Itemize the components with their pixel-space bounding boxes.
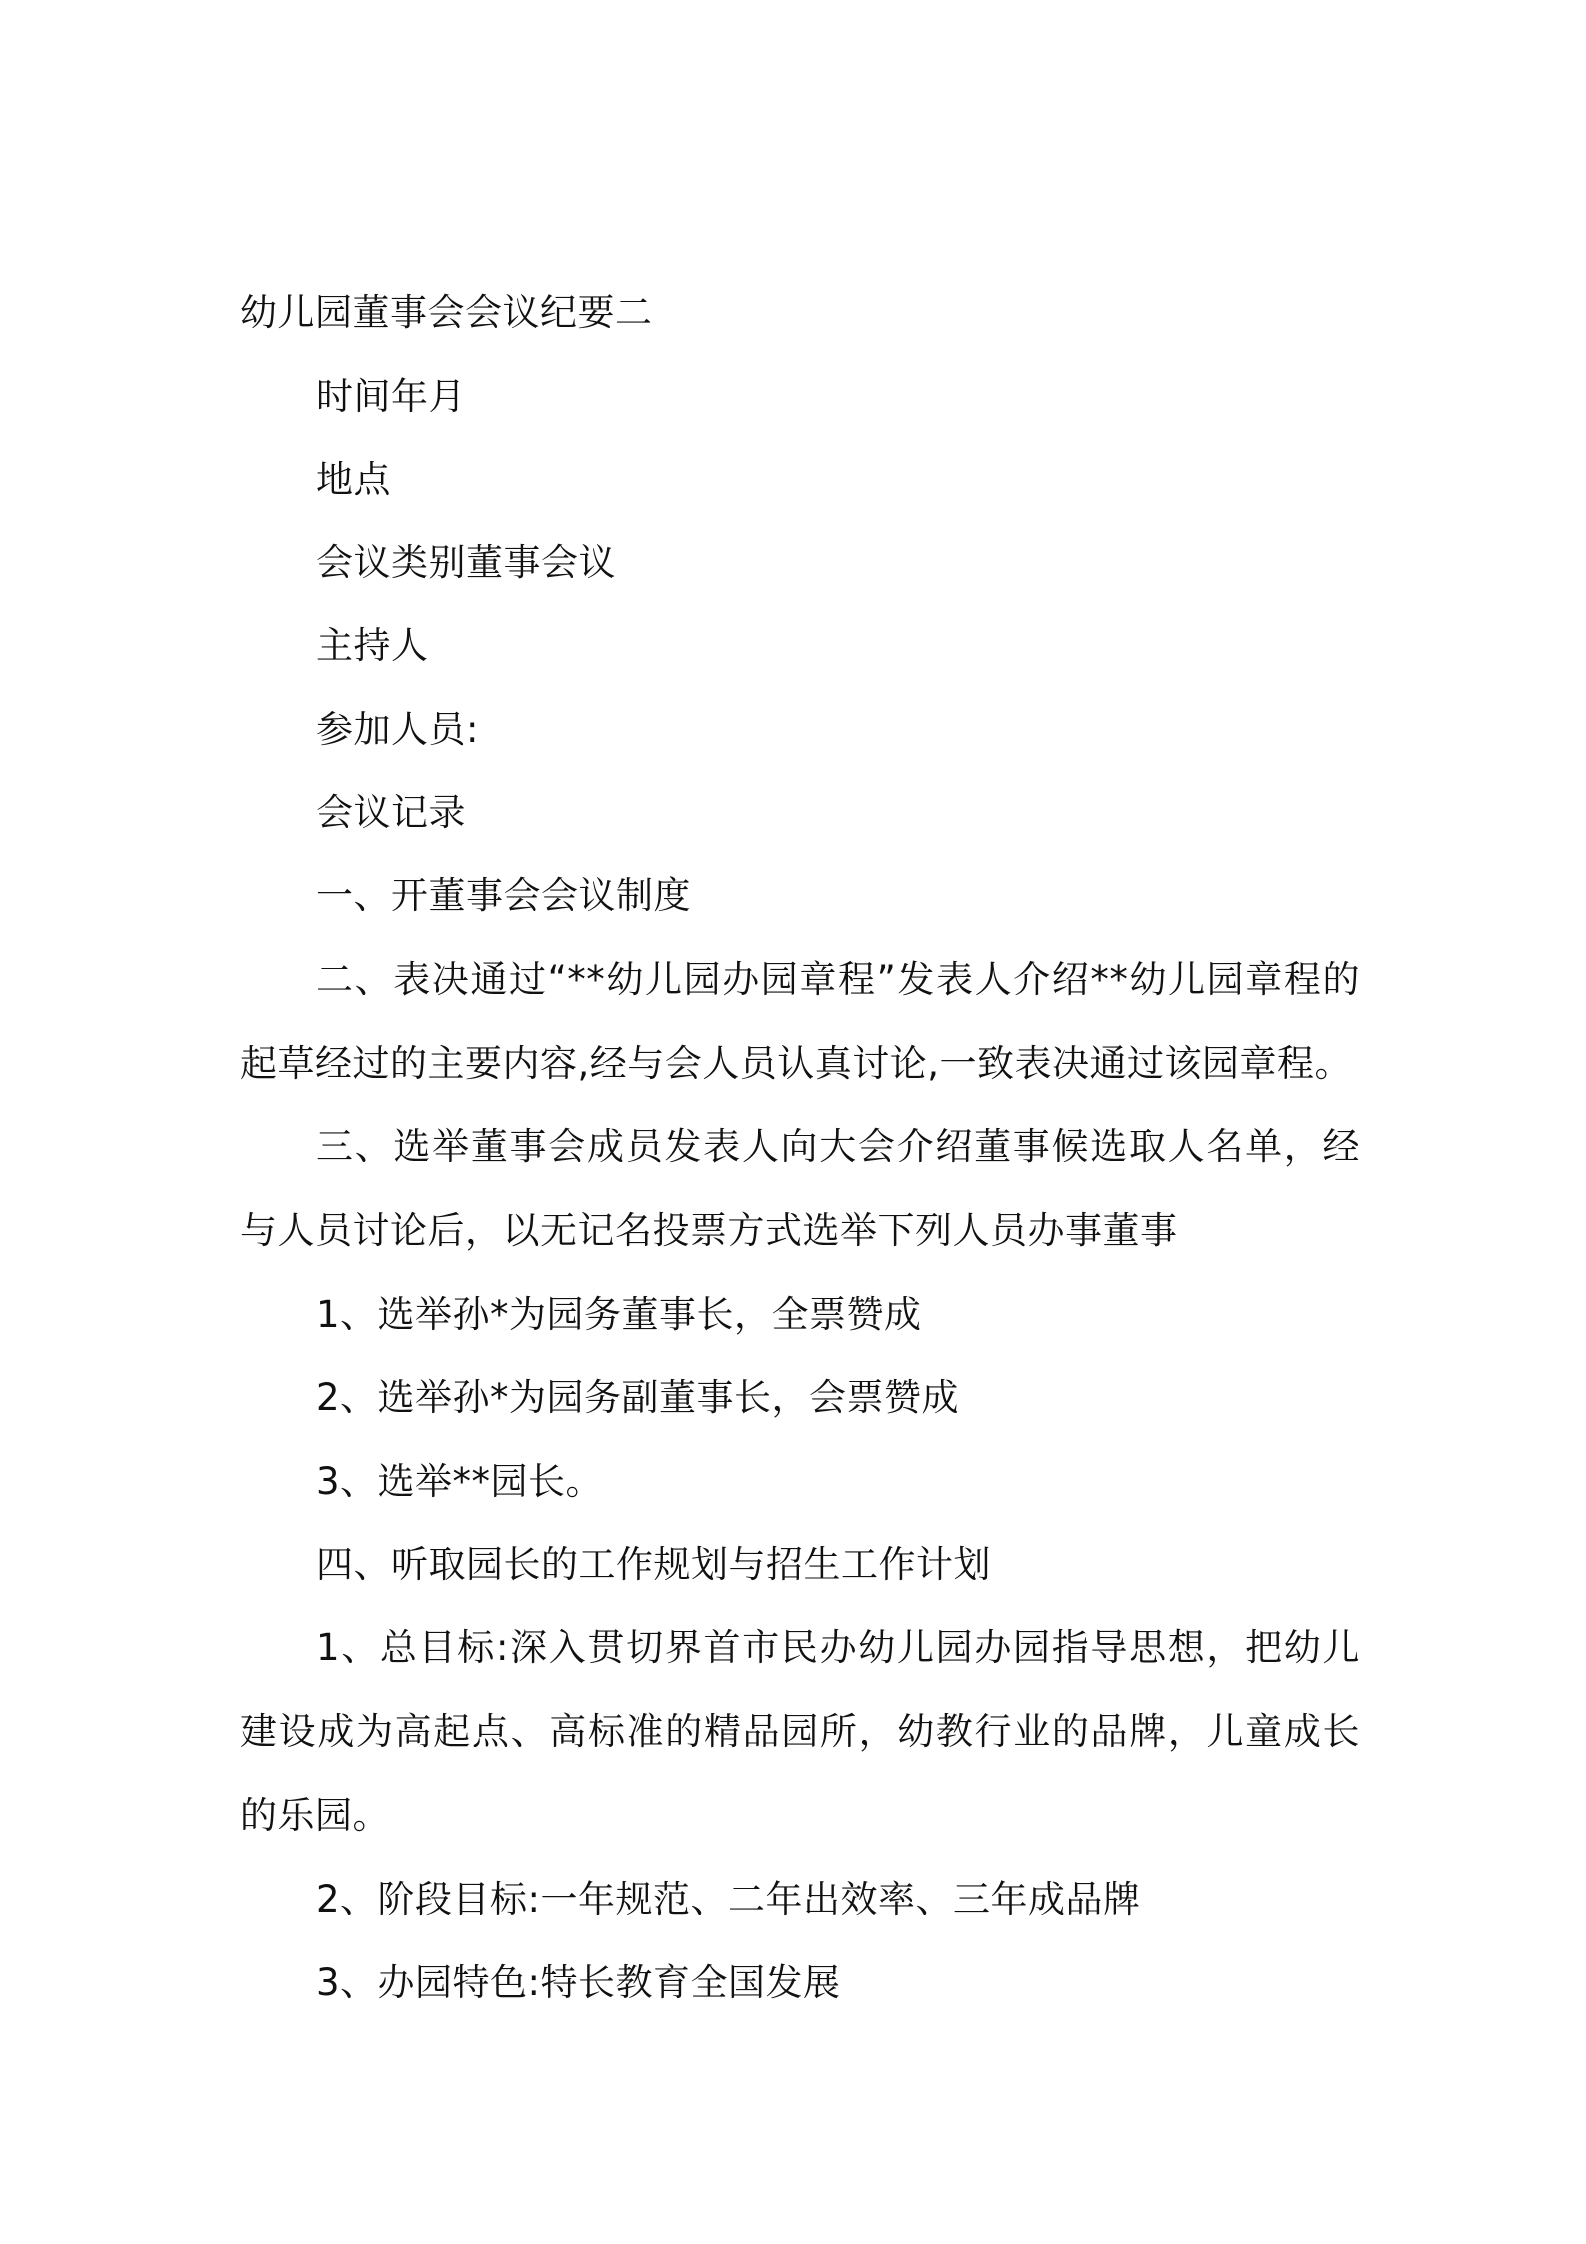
item-four-sub-3: 3、办园特色:特长教育全国发展 (316, 1961, 841, 2004)
field-place: 地点 (316, 458, 391, 501)
field-record: 会议记录 (316, 791, 466, 834)
item-two-paragraph: 二、表决通过“**幼儿园办园章程”发表人介绍**幼儿园章程的起草经过的主要内容,经与会人员认真讨论,一致表决通过该园章程。 (240, 958, 1360, 1085)
item-four: 四、听取园长的工作规划与招生工作计划 (316, 1543, 991, 1586)
field-host: 主持人 (316, 624, 429, 667)
item-one: 一、开董事会会议制度 (316, 874, 691, 917)
field-time: 时间年月 (316, 375, 466, 418)
field-attendees: 参加人员: (316, 708, 479, 751)
field-category: 会议类别董事会议 (316, 541, 616, 584)
item-three-sub-1: 1、选举孙*为园务董事长，全票赞成 (316, 1293, 922, 1336)
item-three-sub-3: 3、选举**园长。 (316, 1460, 604, 1503)
document-title: 幼儿园董事会会议纪要二 (240, 291, 653, 334)
item-four-sub-1-paragraph: 1、总目标:深入贯切界首市民办幼儿园办园指导思想，把幼儿建设成为高起点、高标准的精品园所，幼教行业的品牌，儿童成长的乐园。 (240, 1626, 1360, 1837)
item-three-sub-2: 2、选举孙*为园务副董事长，会票赞成 (316, 1376, 960, 1419)
item-three-paragraph: 三、选举董事会成员发表人向大会介绍董事候选取人名单，经与人员讨论后，以无记名投票方式选举下列人员办事董事 (240, 1125, 1360, 1252)
item-four-sub-2: 2、阶段目标:一年规范、二年出效率、三年成品牌 (316, 1878, 1141, 1921)
